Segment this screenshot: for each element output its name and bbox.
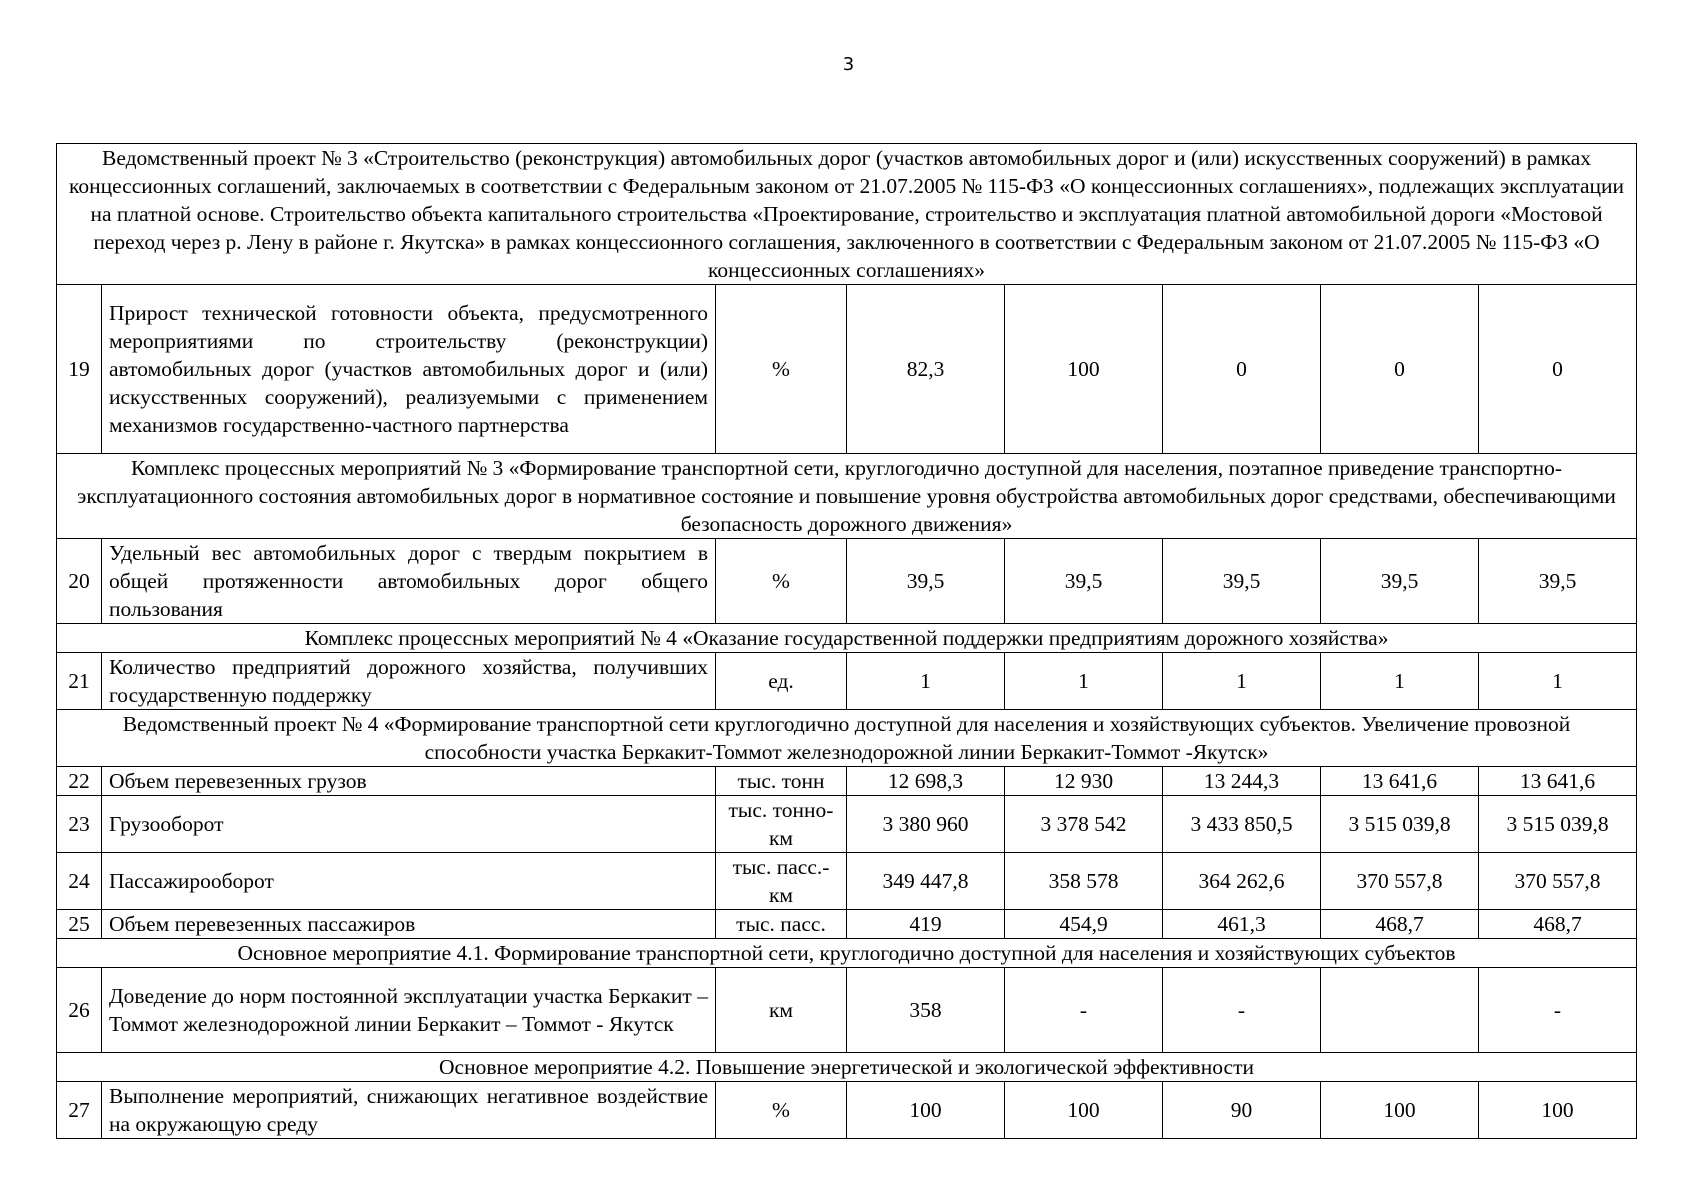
value-cell: 39,5 [847,539,1005,624]
table-row [57,539,1637,624]
unit-cell: % [716,539,847,624]
unit-cell: тыс. тонн [716,767,847,796]
value-cell: 364 262,6 [1163,853,1321,910]
value-cell: 0 [1479,285,1637,454]
unit-cell: тыс. пасс.-км [716,853,847,910]
indicator-name: Объем перевезенных грузов [102,767,716,796]
section-row [57,710,1637,767]
value-cell: 13 641,6 [1321,767,1479,796]
row-number: 24 [57,853,102,910]
value-cell: 468,7 [1321,910,1479,939]
value-cell: 358 [847,968,1005,1053]
value-cell: 0 [1321,285,1479,454]
unit-cell: % [716,1082,847,1139]
value-cell: 419 [847,910,1005,939]
value-cell: 3 515 039,8 [1321,796,1479,853]
value-cell: 3 433 850,5 [1163,796,1321,853]
row-number: 27 [57,1082,102,1139]
unit-cell: ед. [716,653,847,710]
section-title: Комплекс процессных мероприятий № 3 «Формирование транспортной сети, круглогодично доступной для населения, поэтапное приведение транспортно-эксплуатационного состояния автомобильных дорог в нормативное состояние и повышение уровня обустройства автомобильных дорог средствами, обеспечивающими безопасность дорожного движения» [57,454,1637,539]
value-cell: 13 244,3 [1163,767,1321,796]
value-cell: 100 [847,1082,1005,1139]
value-cell [1321,968,1479,1053]
value-cell: 370 557,8 [1321,853,1479,910]
value-cell: 3 515 039,8 [1479,796,1637,853]
value-cell: 12 698,3 [847,767,1005,796]
value-cell: 454,9 [1005,910,1163,939]
row-number: 20 [57,539,102,624]
value-cell: - [1163,968,1321,1053]
unit-cell: тыс. тонно-км [716,796,847,853]
row-number: 22 [57,767,102,796]
section-title: Основное мероприятие 4.1. Формирование транспортной сети, круглогодично доступной для населения и хозяйствующих субъектов [57,939,1637,968]
indicator-name: Пассажирооборот [102,853,716,910]
section-row [57,1053,1637,1082]
table-row [57,968,1637,1053]
row-number: 19 [57,285,102,454]
value-cell: 100 [1005,1082,1163,1139]
table-row [57,853,1637,910]
value-cell: 468,7 [1479,910,1637,939]
indicator-name: Выполнение мероприятий, снижающих негативное воздействие на окружающую среду [102,1082,716,1139]
value-cell: 370 557,8 [1479,853,1637,910]
table-row [57,285,1637,454]
value-cell: 3 380 960 [847,796,1005,853]
table-row [57,1082,1637,1139]
row-number: 26 [57,968,102,1053]
unit-cell: тыс. пасс. [716,910,847,939]
value-cell: 1 [1479,653,1637,710]
value-cell: 1 [1321,653,1479,710]
value-cell: 39,5 [1005,539,1163,624]
section-row [57,144,1637,285]
value-cell: 13 641,6 [1479,767,1637,796]
table-row [57,767,1637,796]
value-cell: 90 [1163,1082,1321,1139]
value-cell: 12 930 [1005,767,1163,796]
value-cell: 349 447,8 [847,853,1005,910]
value-cell: 1 [1005,653,1163,710]
value-cell: 461,3 [1163,910,1321,939]
value-cell: 100 [1479,1082,1637,1139]
unit-cell: км [716,968,847,1053]
indicator-name: Удельный вес автомобильных дорог с твердым покрытием в общей протяженности автомобильных дорог общего пользования [102,539,716,624]
value-cell: 39,5 [1479,539,1637,624]
section-row [57,939,1637,968]
value-cell: 1 [1163,653,1321,710]
indicator-name: Доведение до норм постоянной эксплуатации участка Беркакит – Томмот железнодорожной линии Беркакит – Томмот - Якутск [102,968,716,1053]
table-row [57,653,1637,710]
row-number: 25 [57,910,102,939]
unit-cell: % [716,285,847,454]
value-cell: 3 378 542 [1005,796,1163,853]
indicator-name: Количество предприятий дорожного хозяйства, получивших государственную поддержку [102,653,716,710]
section-title: Ведомственный проект № 3 «Строительство (реконструкция) автомобильных дорог (участков автомобильных дорог и (или) искусственных сооружений) в рамках концессионных соглашений, заключаемых в соответствии с Федеральным законом от 21.07.2005 № 115-ФЗ «О концессионных соглашениях», подлежащих эксплуатации на платной основе. Строительство объекта капитального строительства «Проектирование, строительство и эксплуатация платной автомобильной дороги «Мостовой переход через р. Лену в районе г. Якутска» в рамках концессионного соглашения, заключенного в соответствии с Федеральным законом от 21.07.2005 № 115-ФЗ «О концессионных соглашениях» [57,144,1637,285]
section-title: Комплекс процессных мероприятий № 4 «Оказание государственной поддержки предприятиям дорожного хозяйства» [57,624,1637,653]
value-cell: 100 [1005,285,1163,454]
indicator-name: Объем перевезенных пассажиров [102,910,716,939]
indicator-name: Прирост технической готовности объекта, предусмотренного мероприятиями по строительству (реконструкции) автомобильных дорог (участков автомобильных дорог и (или) искусственных сооружений), реализуемыми с применением механизмов государственно-частного партнерства [102,285,716,454]
page-number: 3 [842,54,855,75]
section-title: Основное мероприятие 4.2. Повышение энергетической и экологической эффективности [57,1053,1637,1082]
value-cell: 0 [1163,285,1321,454]
section-title: Ведомственный проект № 4 «Формирование транспортной сети круглогодично доступной для населения и хозяйствующих субъектов. Увеличение провозной способности участка Беркакит-Томмот железнодорожной линии Беркакит-Томмот -Якутск» [57,710,1637,767]
value-cell: 100 [1321,1082,1479,1139]
value-cell: 358 578 [1005,853,1163,910]
table-row [57,796,1637,853]
table-row [57,910,1637,939]
indicator-name: Грузооборот [102,796,716,853]
value-cell: - [1005,968,1163,1053]
row-number: 21 [57,653,102,710]
row-number: 23 [57,796,102,853]
section-row [57,454,1637,539]
value-cell: 82,3 [847,285,1005,454]
value-cell: - [1479,968,1637,1053]
section-row [57,624,1637,653]
value-cell: 39,5 [1321,539,1479,624]
value-cell: 39,5 [1163,539,1321,624]
value-cell: 1 [847,653,1005,710]
indicators-table [56,143,1637,1139]
